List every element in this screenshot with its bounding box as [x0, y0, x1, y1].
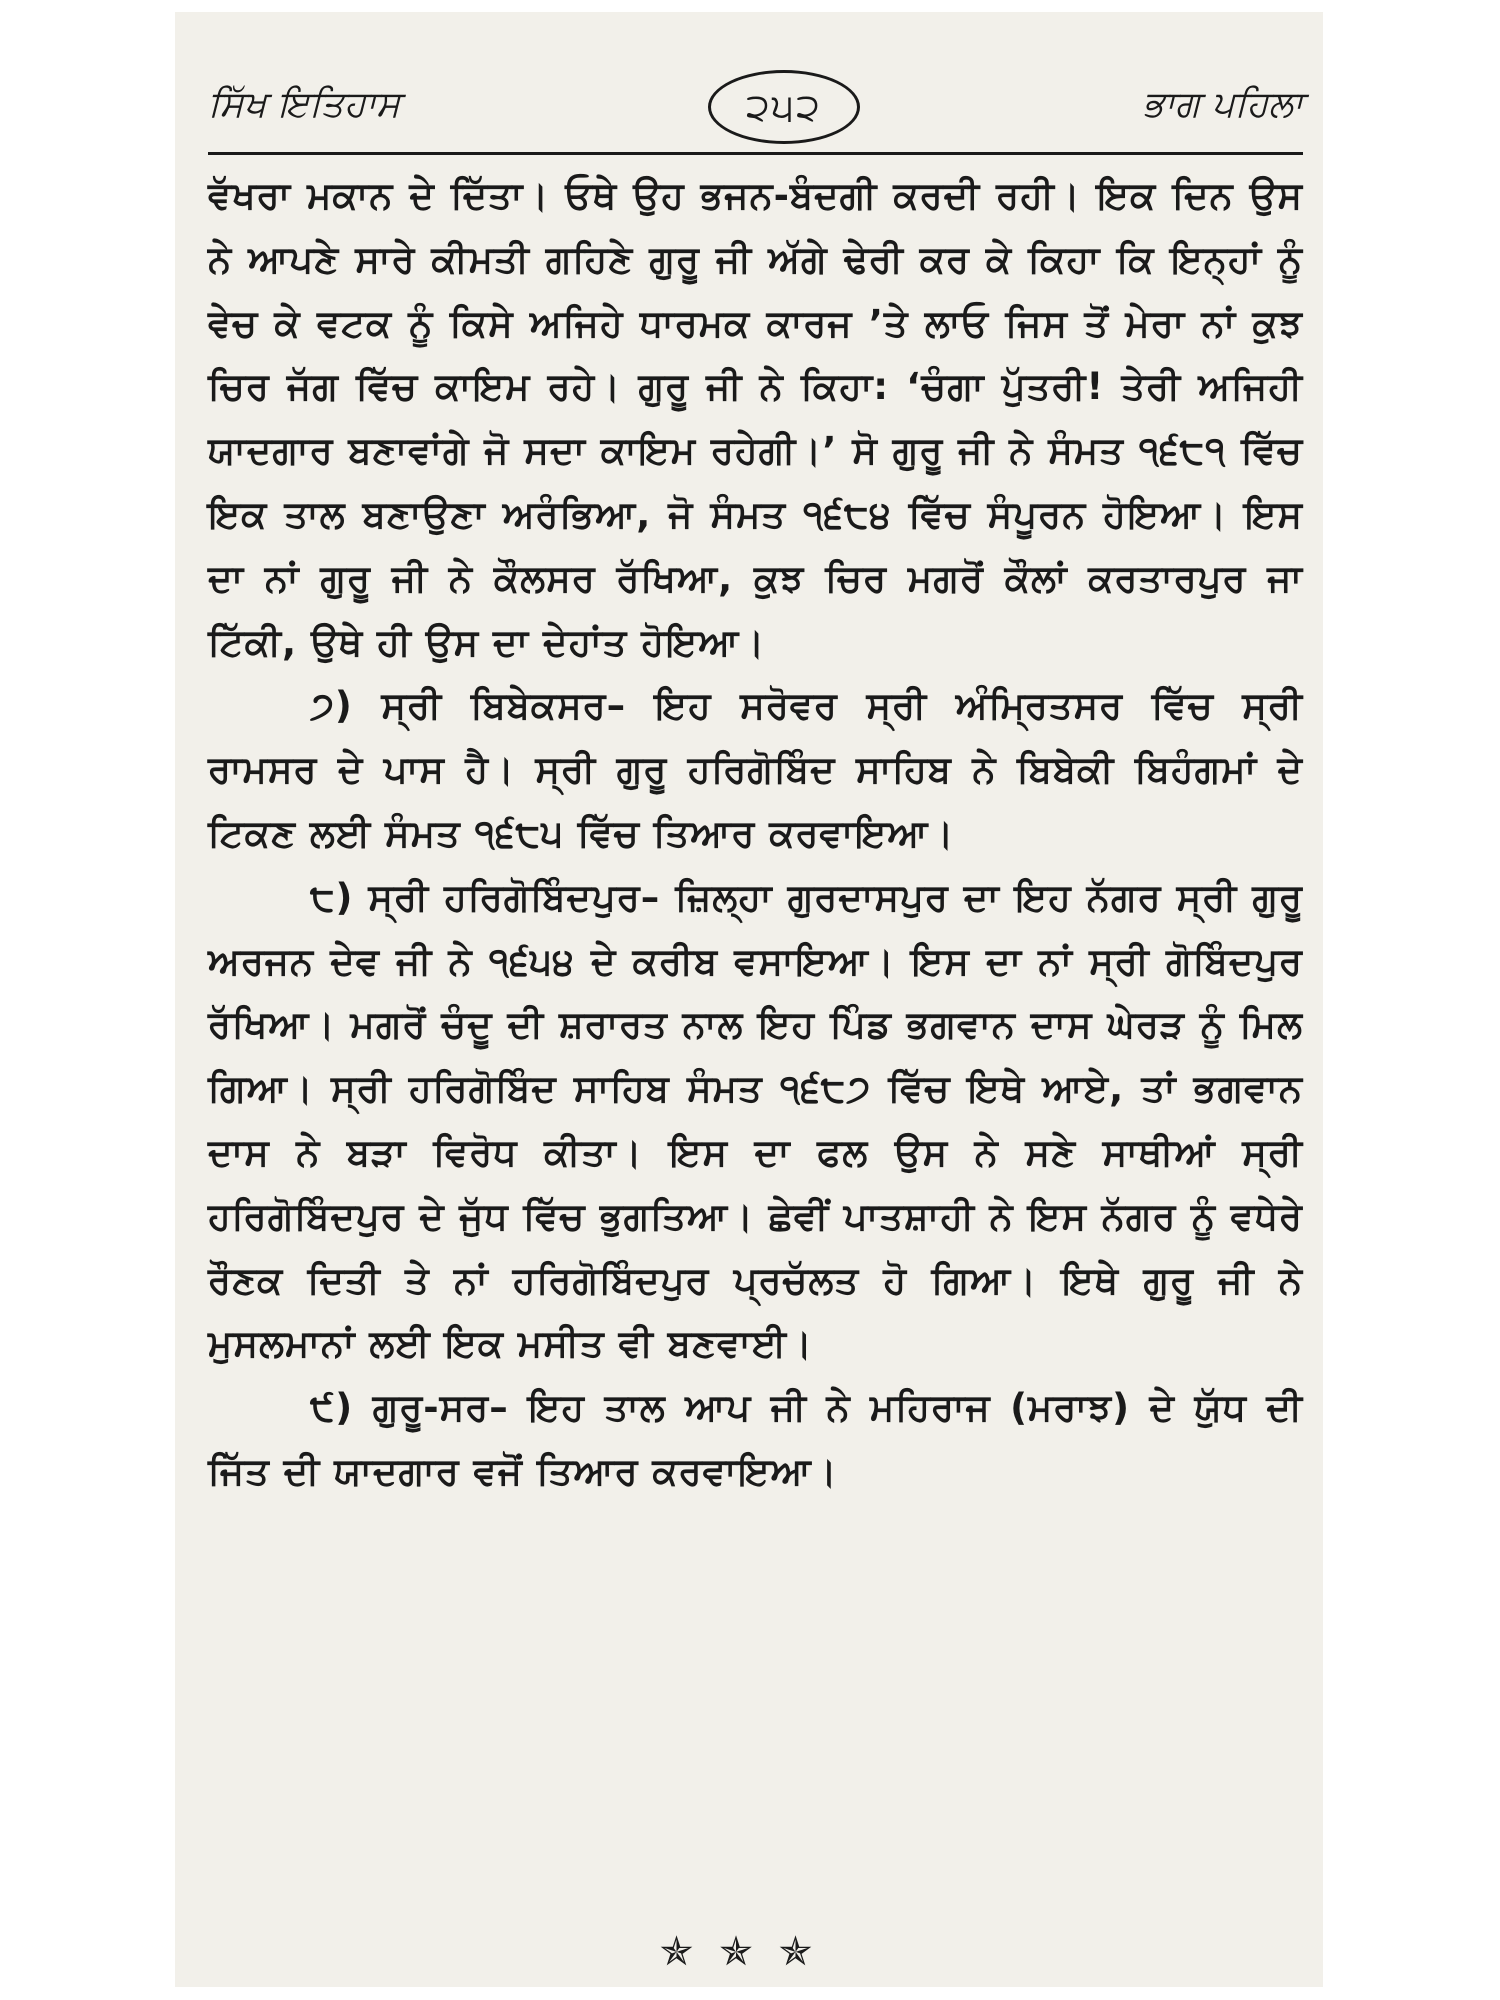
body-text [208, 164, 1303, 1504]
page-number: ੨੫੨ [708, 70, 860, 144]
paragraph-hargobindpur: ੮) ਸ੍ਰੀ ਹਰਿਗੋਬਿੰਦਪੁਰ– ਜ਼ਿਲ੍ਹਾ ਗੁਰਦਾਸਪੁਰ ਦਾ ਇਹ ਨੱਗਰ ਸ੍ਰੀ ਗੁਰੂ ਅਰਜਨ ਦੇਵ ਜੀ ਨੇ ੧੬੫੪ ਦੇ ਕਰੀਬ ਵਸਾਇਆ। ਇਸ ਦਾ ਨਾਂ ਸ੍ਰੀ ਗੋਬਿੰਦਪੁਰ ਰੱਖਿਆ। ਮਗਰੋਂ ਚੰਦੂ ਦੀ ਸ਼ਰਾਰਤ ਨਾਲ ਇਹ ਪਿੰਡ ਭਗਵਾਨ ਦਾਸ ਘੇਰੜ ਨੂੰ ਮਿਲ ਗਿਆ। ਸ੍ਰੀ ਹਰਿਗੋਬਿੰਦ ਸਾਹਿਬ ਸੰਮਤ ੧੬੮੭ ਵਿੱਚ ਇਥੇ ਆਏ, ਤਾਂ ਭਗਵਾਨ ਦਾਸ ਨੇ ਬੜਾ ਵਿਰੋਧ ਕੀਤਾ। ਇਸ ਦਾ ਫਲ ਉਸ ਨੇ ਸਣੇ ਸਾਥੀਆਂ ਸ੍ਰੀ ਹਰਿਗੋਬਿੰਦਪੁਰ ਦੇ ਜੁੱਧ ਵਿੱਚ ਭੁਗਤਿਆ। ਛੇਵੀਂ ਪਾਤਸ਼ਾਹੀ ਨੇ ਇਸ ਨੱਗਰ ਨੂੰ ਵਧੇਰੇ ਰੌਣਕ ਦਿਤੀ ਤੇ ਨਾਂ ਹਰਿਗੋਬਿੰਦਪੁਰ ਪ੍ਰਚੱਲਤ ਹੋ ਗਿਆ। ਇਥੇ ਗੁਰੂ ਜੀ ਨੇ ਮੁਸਲਮਾਨਾਂ ਲਈ ਇਕ ਮਸੀਤ ਵੀ ਬਣਵਾਈ। [208, 875, 1303, 1366]
paragraph-gurusar: ੯) ਗੁਰੂ-ਸਰ– ਇਹ ਤਾਲ ਆਪ ਜੀ ਨੇ ਮਹਿਰਾਜ (ਮਰਾਝ) ਦੇ ਯੁੱਧ ਦੀ ਜਿੱਤ ਦੀ ਯਾਦਗਾਰ ਵਜੋਂ ਤਿਆਰ ਕਰਵਾਇਆ। [208, 1386, 1303, 1493]
part-label: ਭਾਗ ਪਹਿਲਾ [1142, 84, 1303, 125]
ornament-stars: ✯✯✯ [659, 1929, 839, 1975]
book-title: ਸਿੱਖ ਇਤਿਹਾਸ [208, 84, 401, 125]
page-header [208, 70, 1303, 152]
book-page [175, 12, 1323, 1987]
header-rule [208, 152, 1303, 155]
paragraph-bibeksar: ੭) ਸ੍ਰੀ ਬਿਬੇਕਸਰ– ਇਹ ਸਰੋਵਰ ਸ੍ਰੀ ਅੰਮ੍ਰਿਤਸਰ ਵਿੱਚ ਸ੍ਰੀ ਰਾਮਸਰ ਦੇ ਪਾਸ ਹੈ। ਸ੍ਰੀ ਗੁਰੂ ਹਰਿਗੋਬਿੰਦ ਸਾਹਿਬ ਨੇ ਬਿਬੇਕੀ ਬਿਹੰਗਮਾਂ ਦੇ ਟਿਕਣ ਲਈ ਸੰਮਤ ੧੬੮੫ ਵਿੱਚ ਤਿਆਰ ਕਰਵਾਇਆ। [208, 684, 1303, 855]
paragraph-kaulsar: ਵੱਖਰਾ ਮਕਾਨ ਦੇ ਦਿੱਤਾ। ਓਥੇ ਉਹ ਭਜਨ-ਬੰਦਗੀ ਕਰਦੀ ਰਹੀ। ਇਕ ਦਿਨ ਉਸ ਨੇ ਆਪਣੇ ਸਾਰੇ ਕੀਮਤੀ ਗਹਿਣੇ ਗੁਰੂ ਜੀ ਅੱਗੇ ਢੇਰੀ ਕਰ ਕੇ ਕਿਹਾ ਕਿ ਇਨ੍ਹਾਂ ਨੂੰ ਵੇਚ ਕੇ ਵਟਕ ਨੂੰ ਕਿਸੇ ਅਜਿਹੇ ਧਾਰਮਕ ਕਾਰਜ ’ਤੇ ਲਾਓ ਜਿਸ ਤੋਂ ਮੇਰਾ ਨਾਂ ਕੁਝ ਚਿਰ ਜੱਗ ਵਿੱਚ ਕਾਇਮ ਰਹੇ। ਗੁਰੂ ਜੀ ਨੇ ਕਿਹਾ: ‘ਚੰਗਾ ਪੁੱਤਰੀ! ਤੇਰੀ ਅਜਿਹੀ ਯਾਦਗਾਰ ਬਣਾਵਾਂਗੇ ਜੋ ਸਦਾ ਕਾਇਮ ਰਹੇਗੀ।’ ਸੋ ਗੁਰੂ ਜੀ ਨੇ ਸੰਮਤ ੧੬੮੧ ਵਿੱਚ ਇਕ ਤਾਲ ਬਣਾਉਣਾ ਅਰੰਭਿਆ, ਜੋ ਸੰਮਤ ੧੬੮੪ ਵਿੱਚ ਸੰਪੂਰਨ ਹੋਇਆ। ਇਸ ਦਾ ਨਾਂ ਗੁਰੂ ਜੀ ਨੇ ਕੌਲਸਰ ਰੱਖਿਆ, ਕੁਝ ਚਿਰ ਮਗਰੋਂ ਕੌਲਾਂ ਕਰਤਾਰਪੁਰ ਜਾ ਟਿੱਕੀ, ਉਥੇ ਹੀ ਉਸ ਦਾ ਦੇਹਾਂਤ ਹੋਇਆ। [208, 174, 1303, 664]
